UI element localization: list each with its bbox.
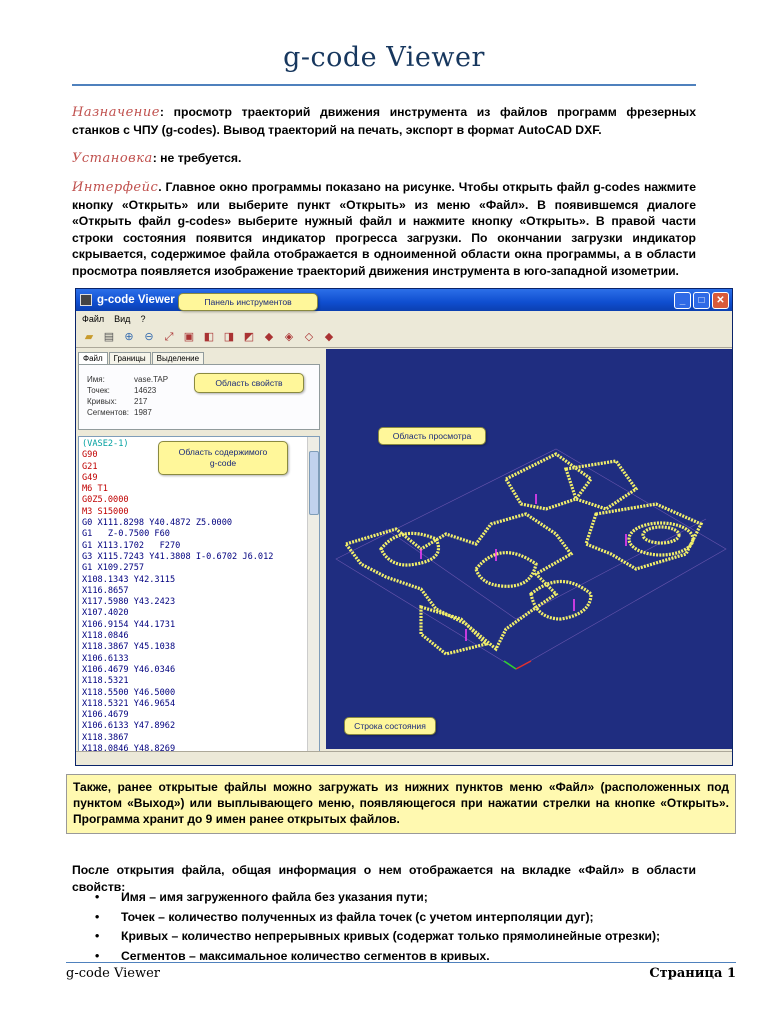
iso-se-icon[interactable]: ◈ xyxy=(284,330,294,343)
gcode-line: G0 X111.8298 Y40.4872 Z5.0000 xyxy=(82,518,233,529)
properties-tabs xyxy=(78,349,320,364)
view-left-icon[interactable]: ◨ xyxy=(223,330,235,343)
page-title: g-code Viewer xyxy=(283,42,485,73)
gcode-line: X106.6133 Y47.8962 xyxy=(82,721,176,732)
view-right-icon[interactable]: ◩ xyxy=(243,330,255,343)
gcode-line: X118.5321 Y46.9654 xyxy=(82,698,176,709)
prop-value: 14623 xyxy=(134,386,157,395)
gcode-line: X118.0846 xyxy=(82,631,129,642)
footer-rule xyxy=(66,962,736,963)
list-item: • Кривых – количество непрерывных кривых (содержат только прямолинейные отрезки); xyxy=(95,927,715,947)
menu-bar xyxy=(76,311,732,326)
prop-row xyxy=(87,408,311,419)
prop-key: Кривых: xyxy=(87,397,117,406)
prop-key: Точек: xyxy=(87,386,110,395)
scroll-thumb[interactable] xyxy=(309,451,319,515)
gcode-line: X106.9154 Y44.1731 xyxy=(82,619,176,630)
menu-view[interactable]: Вид xyxy=(114,313,131,324)
prop-key: Имя: xyxy=(87,375,105,384)
preview-area[interactable] xyxy=(326,349,732,749)
gcode-line: G1 Z-0.7500 F60 xyxy=(82,529,170,540)
prop-value: vase.TAP xyxy=(134,375,169,384)
gcode-line: X116.8657 xyxy=(82,585,129,596)
gcode-line: G3 X115.7243 Y41.3808 I-0.6702 J6.012 xyxy=(82,551,274,562)
gcode-line: X118.3867 Y45.1038 xyxy=(82,642,176,653)
view-top-icon[interactable]: ▣ xyxy=(183,330,195,343)
left-panel xyxy=(78,349,320,752)
maximize-button[interactable]: □ xyxy=(693,292,710,309)
gcode-line: X118.5321 xyxy=(82,676,129,687)
tab-bounds[interactable]: Границы xyxy=(109,352,151,364)
app-icon xyxy=(80,294,92,306)
app-screenshot xyxy=(75,288,733,766)
list-item: • Имя – имя загруженного файла без указания пути; xyxy=(95,888,715,908)
zoom-extents-icon[interactable]: ⤢ xyxy=(164,330,174,343)
interface-keyword: Интерфейс xyxy=(72,180,159,195)
tab-selection[interactable]: Выделение xyxy=(152,352,204,364)
print-icon[interactable]: ▤ xyxy=(103,330,115,343)
file-info-paragraph: После открытия файла, общая информация о нем отображается на вкладке «Файл» в области свойств: xyxy=(72,863,696,894)
open-folder-icon[interactable]: ▰ xyxy=(84,330,94,343)
gcode-line: G0Z5.0000 xyxy=(82,495,129,506)
list-item-text: Сегментов – максимальное количество сегментов в кривых. xyxy=(121,948,490,963)
iso-sw-icon[interactable]: ◆ xyxy=(264,330,274,343)
gcode-line: G1 X109.2757 xyxy=(82,563,145,574)
bullet-list xyxy=(95,888,715,966)
footer-title: g-code Viewer xyxy=(66,966,161,981)
gcode-line: G49 xyxy=(82,472,98,483)
page-number: Страница 1 xyxy=(649,966,736,981)
list-item-text: Имя – имя загруженного файла без указания пути; xyxy=(121,890,428,904)
gcode-line: G90 xyxy=(82,450,98,461)
gcode-line: X117.5980 Y43.2423 xyxy=(82,597,176,608)
gcode-line: G1 X113.1702 F270 xyxy=(82,540,181,551)
prop-value: 1987 xyxy=(134,408,152,417)
purpose-text: : просмотр траекторий движения инструмента из файлов программ фрезерных станков с ЧПУ (g-codes). Вывод траекторий на печать, экспорт в формат AutoCAD DXF. xyxy=(72,105,696,137)
code-scrollbar[interactable] xyxy=(307,437,319,751)
window-titlebar xyxy=(76,289,732,311)
menu-file[interactable]: Файл xyxy=(82,313,105,324)
callout-properties: Область свойств xyxy=(194,373,304,393)
minimize-button[interactable]: _ xyxy=(674,292,691,309)
gcode-line: X108.1343 Y42.3115 xyxy=(82,574,176,585)
list-item: • Точек – количество полученных из файла точек (с учетом интерполяции дуг); xyxy=(95,908,715,928)
install-paragraph xyxy=(72,150,696,168)
title-rule xyxy=(72,84,696,86)
callout-gcode: Область содержимого g-code xyxy=(158,441,288,475)
gcode-line: X106.4679 xyxy=(82,710,129,721)
purpose-keyword: Назначение xyxy=(72,105,160,120)
toolbar xyxy=(76,326,732,348)
gcode-line: X107.4020 xyxy=(82,608,129,619)
toolpath-drawing xyxy=(326,349,732,749)
callout-statusbar: Строка состояния xyxy=(344,717,436,735)
list-item-text: Точек – количество полученных из файла точек (с учетом интерполяции дуг); xyxy=(121,909,594,924)
gcode-line: (VASE2-1) xyxy=(82,439,129,449)
list-item: • Сегментов – максимальное количество сегментов в кривых. xyxy=(95,947,715,967)
prop-row xyxy=(87,397,311,408)
interface-text: . Главное окно программы показано на рисунке. Чтобы открыть файл g-codes нажмите кнопку «Открыть» или выберите пункт «Открыть» из меню «Файл». В появившемся диалоге «Открыть файл g-codes» выберите нужный файл и нажмите кнопку «Открыть». В правой части строки состояния появится индикатор прогресса загрузки. По окончании загрузки индикатор скрывается, содержимое файла отображается в одноименной области окна программы, а в области просмотра появляется изображение траекторий движения инструмента в юго-западной изометрии. xyxy=(72,180,696,278)
gcode-content-area[interactable] xyxy=(78,436,320,752)
close-button[interactable]: ✕ xyxy=(712,292,729,309)
view-front-icon[interactable]: ◧ xyxy=(203,330,215,343)
callout-preview: Область просмотра xyxy=(378,427,486,445)
gcode-line: X118.3867 xyxy=(82,732,129,743)
gcode-line: M6 T1 xyxy=(82,484,108,495)
menu-help[interactable]: ? xyxy=(140,313,146,324)
tab-file[interactable]: Файл xyxy=(78,352,108,364)
purpose-paragraph xyxy=(72,104,696,138)
gcode-line: X106.6133 xyxy=(82,653,129,664)
note-box: Также, ранее открытые файлы можно загружать из нижних пунктов меню «Файл» (расположенных под пунктом «Выход») или выплывающего меню, появляющегося при нажатии стрелки на кнопке «Открыть». Программа хранит до 9 имен ранее открытых файлов. xyxy=(66,774,736,834)
install-text: : не требуется. xyxy=(152,151,242,165)
gcode-line: X118.0846 Y48.8269 xyxy=(82,744,176,752)
gcode-line: X118.5500 Y46.5000 xyxy=(82,687,176,698)
zoom-in-icon[interactable]: ⊕ xyxy=(124,330,134,343)
gcode-line: M3 S15000 xyxy=(82,506,129,517)
prop-key: Сегментов: xyxy=(87,408,130,417)
gcode-line: X106.4679 Y46.0346 xyxy=(82,664,176,675)
zoom-out-icon[interactable]: ⊖ xyxy=(144,330,154,343)
prop-value: 217 xyxy=(134,397,148,406)
iso-nw-icon[interactable]: ◆ xyxy=(324,330,334,343)
window-title: g-code Viewer xyxy=(97,294,175,306)
callout-toolbar: Панель инструментов xyxy=(178,293,318,311)
interface-paragraph xyxy=(72,179,696,279)
install-keyword: Установка xyxy=(72,151,153,166)
list-item-text: Кривых – количество непрерывных кривых (содержат только прямолинейные отрезки); xyxy=(121,929,661,943)
gcode-line: G21 xyxy=(82,461,98,472)
status-bar xyxy=(76,751,732,765)
iso-ne-icon[interactable]: ◇ xyxy=(304,330,314,343)
